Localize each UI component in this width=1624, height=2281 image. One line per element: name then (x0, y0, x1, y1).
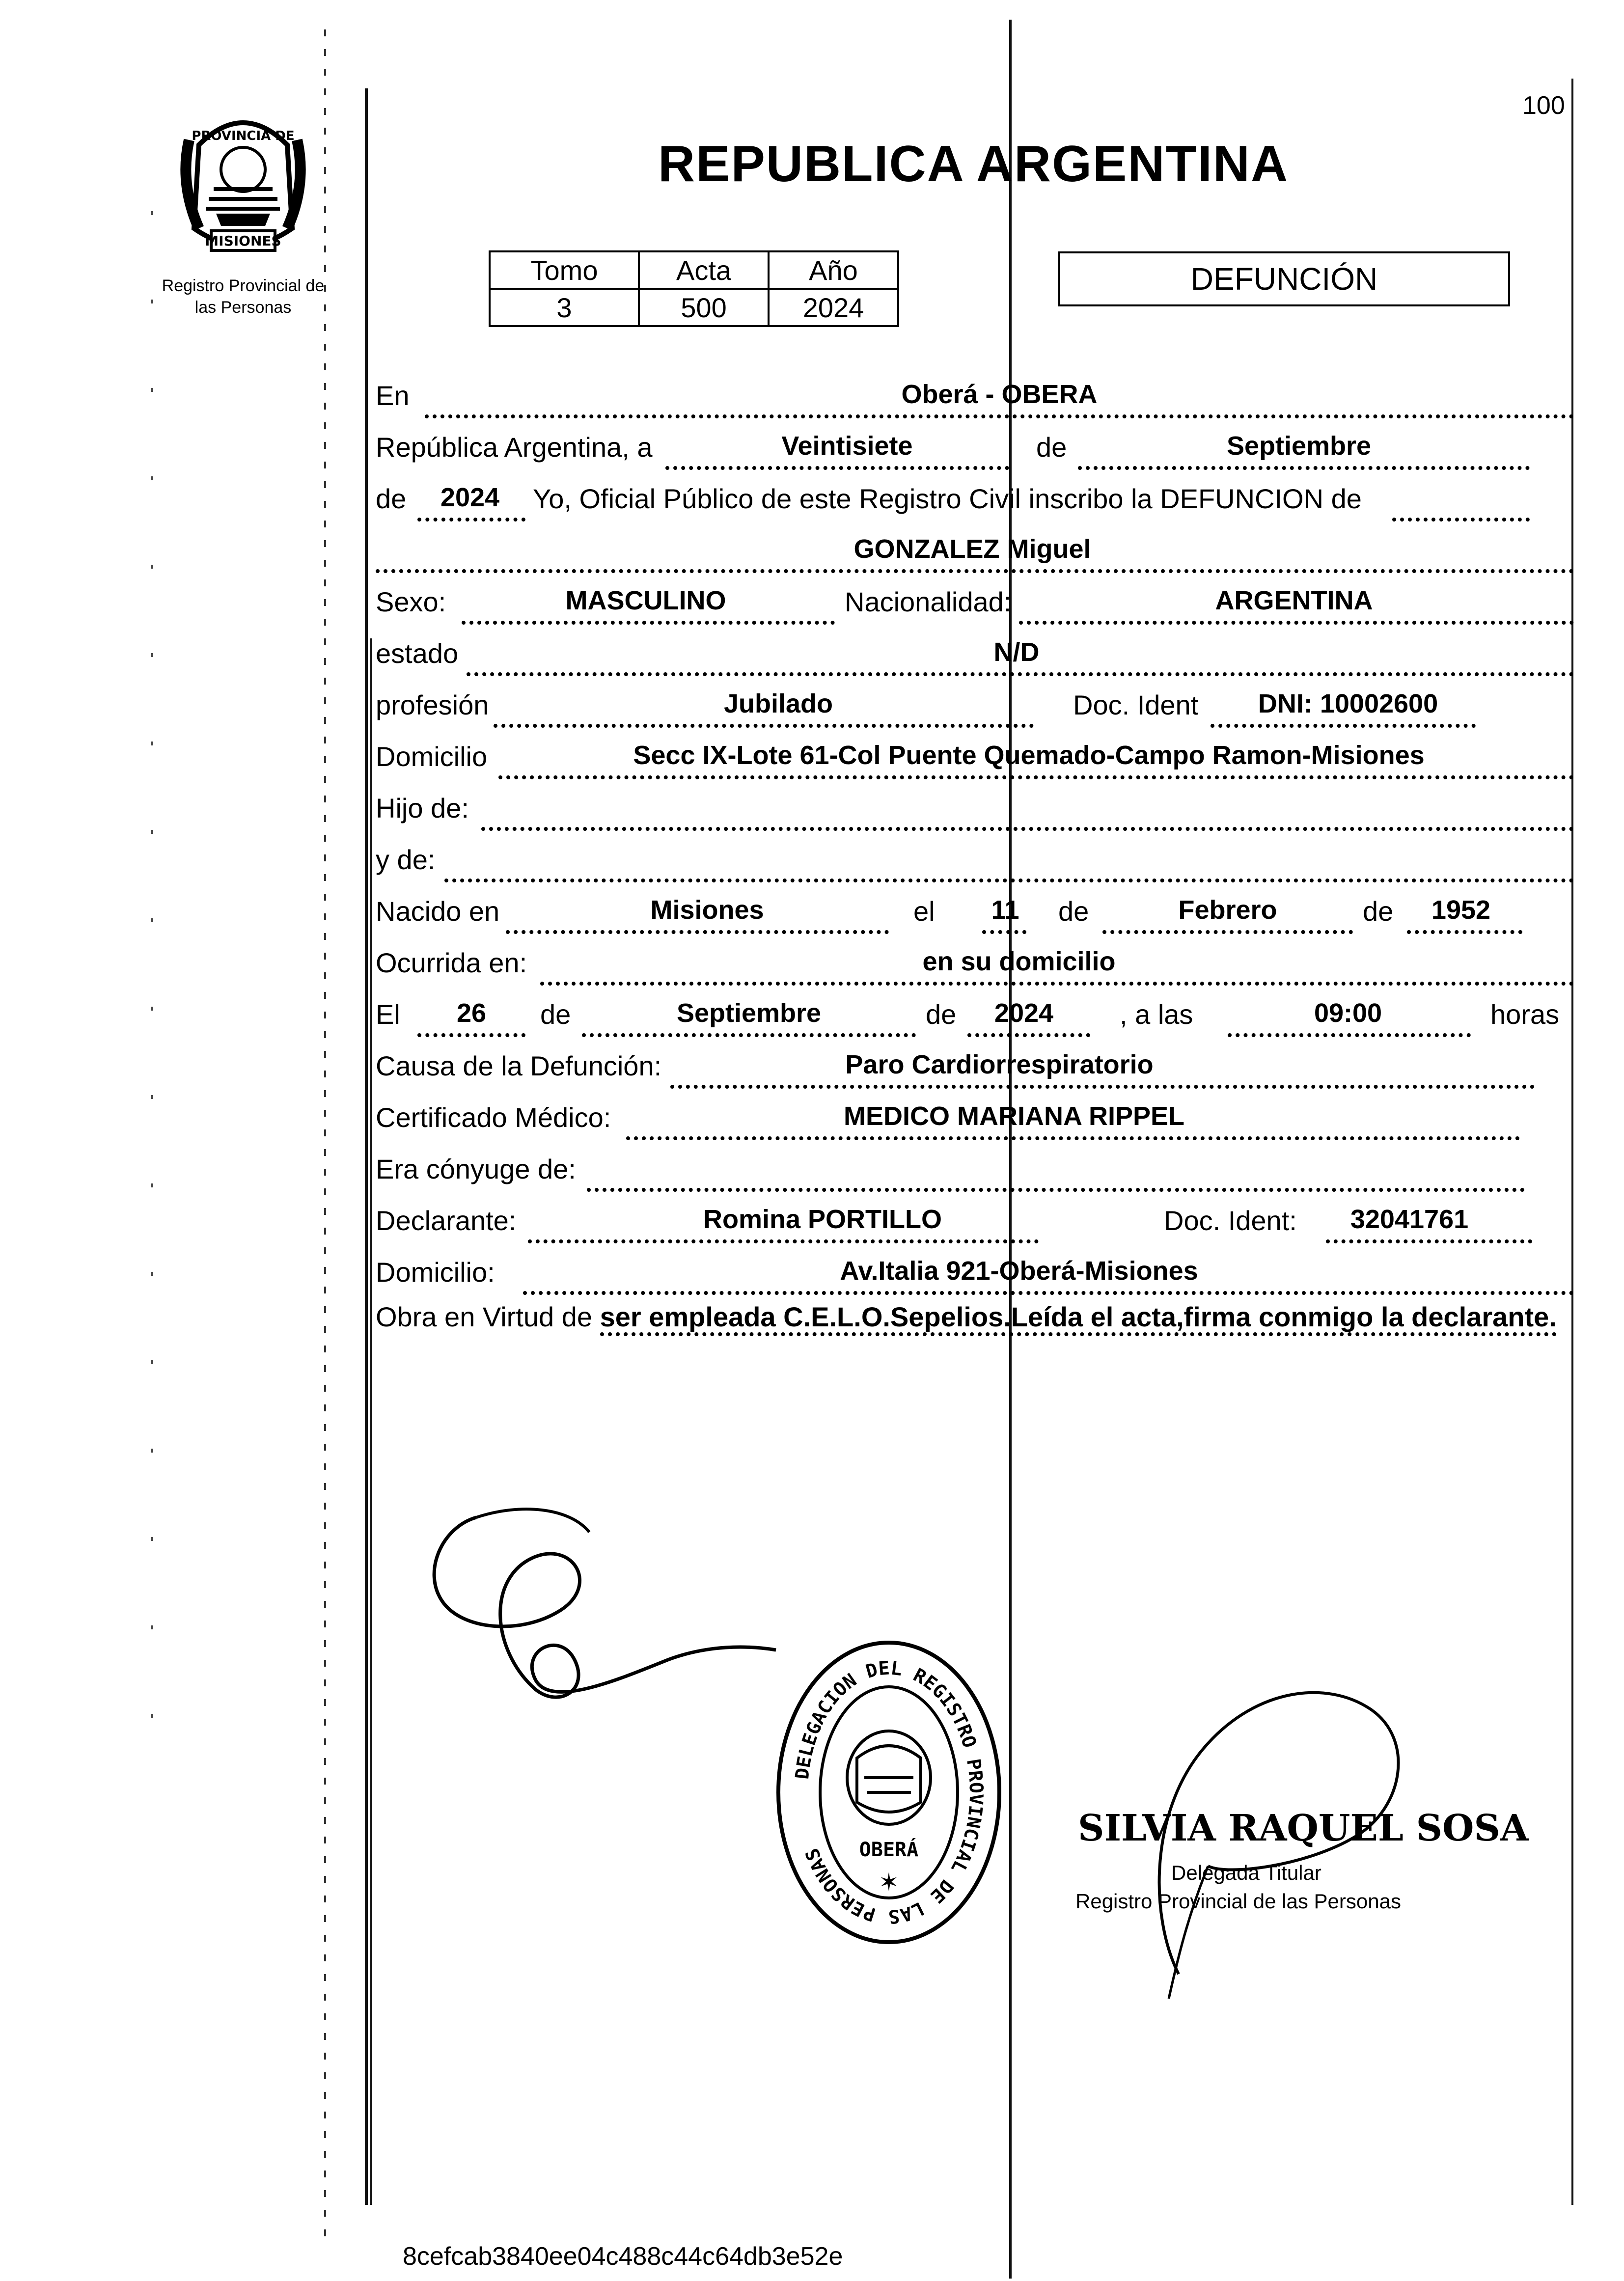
value-declarante: Romina PORTILLO (703, 1205, 942, 1234)
tomo-header: Tomo (490, 251, 639, 289)
row-en (376, 373, 1574, 422)
perforation-line-2 (151, 211, 153, 1783)
signer-organization: Registro Provincial de las Personas (1075, 1890, 1401, 1913)
row-sexo (376, 579, 1574, 629)
tomo-value: 3 (490, 289, 639, 326)
label-de-2: de (376, 483, 407, 514)
label-estado: estado (376, 638, 459, 669)
value-certificado: MEDICO MARIANA RIPPEL (843, 1101, 1185, 1131)
row-ocurrida (376, 940, 1574, 989)
label-doc-ident-2: Doc. Ident: (1164, 1205, 1297, 1236)
row-profesion (376, 683, 1574, 732)
value-def-mes: Septiembre (676, 998, 822, 1028)
value-declarante-doc: 32041761 (1350, 1205, 1469, 1234)
label-hijo-de: Hijo de: (376, 793, 469, 824)
label-declarante: Declarante: (376, 1205, 517, 1236)
label-y-de: y de: (376, 844, 436, 875)
page-number: 100 (1522, 91, 1565, 120)
stamp-center-text: OBERÁ (859, 1839, 919, 1861)
row-nombre (376, 528, 1574, 577)
row-estado (376, 631, 1574, 680)
perforation-line (324, 29, 326, 2239)
value-nac-mes: Febrero (1178, 895, 1277, 925)
value-ocurrida-en: en su domicilio (922, 947, 1116, 976)
label-republica: República Argentina, a (376, 432, 653, 463)
label-certificado: Certificado Médico: (376, 1102, 611, 1133)
acta-value: 500 (639, 289, 769, 326)
signature-scribble-left (413, 1503, 786, 1729)
label-yo-oficial: Yo, Oficial Público de este Registro Civil inscribo la DEFUNCION de (533, 483, 1362, 514)
value-hora: 09:00 (1314, 998, 1382, 1028)
row-certificado (376, 1095, 1574, 1144)
label-a-las: , a las (1120, 999, 1193, 1030)
row-causa (376, 1044, 1574, 1093)
row-declarante (376, 1198, 1574, 1247)
label-nacionalidad: Nacionalidad: (845, 586, 1012, 617)
field-conyuge (587, 1154, 1525, 1192)
row-domicilio-declarante (376, 1250, 1574, 1299)
value-obra-texto: ser empleada C.E.L.O.Sepelios.Leída el acta,firma conmigo la declarante. (600, 1301, 1557, 1336)
doc-type-box: DEFUNCIÓN (1058, 251, 1510, 306)
label-sexo: Sexo: (376, 586, 446, 617)
left-margin-line (365, 88, 368, 2205)
stamp-star-icon: ✶ (879, 1868, 899, 1896)
row-anio (376, 476, 1574, 525)
obra-en-virtud-paragraph (376, 1300, 1574, 1334)
value-domicilio: Secc IX-Lote 61-Col Puente Quemado-Campo Ramon-Misiones (633, 741, 1425, 770)
value-def-anio: 2024 (994, 998, 1054, 1028)
field-hijo-de (481, 793, 1574, 831)
label-el-2: El (376, 999, 400, 1030)
label-profesion: profesión (376, 689, 489, 720)
value-nacionalidad: ARGENTINA (1215, 586, 1373, 615)
tomo-acta-anio-table (489, 250, 899, 327)
label-nacido-en: Nacido en (376, 896, 500, 927)
label-domicilio: Domicilio (376, 741, 488, 772)
label-conyuge: Era cónyuge de: (376, 1154, 576, 1184)
logo-text-bottom: MISIONES (205, 233, 281, 249)
label-el: el (913, 896, 935, 927)
value-causa: Paro Cardiorrespiratorio (845, 1050, 1154, 1079)
row-domicilio (376, 734, 1574, 783)
value-nacido-en: Misiones (650, 895, 764, 925)
label-doc-ident: Doc. Ident (1073, 689, 1199, 720)
field-y-de (444, 844, 1574, 882)
label-ocurrida-en: Ocurrida en: (376, 947, 527, 978)
row-y-de (376, 837, 1574, 886)
label-obra-en-virtud: Obra en Virtud de (376, 1301, 593, 1332)
value-profesion: Jubilado (723, 689, 833, 718)
label-domicilio-2: Domicilio: (376, 1257, 495, 1288)
signer-role: Delegada Titular (1171, 1861, 1321, 1884)
stamp-ring-text: DELEGACION DEL REGISTRO PROVINCIAL DE LAS PERSONAS (791, 1657, 988, 1928)
footer-hash: 8cefcab3840ee04c488c44c64db3e52e (403, 2242, 843, 2271)
value-lugar: Oberá - OBERA (901, 380, 1098, 409)
acta-header: Acta (639, 251, 769, 289)
label-de: de (1036, 432, 1067, 463)
value-sexo: MASCULINO (565, 586, 726, 615)
value-declarante-domicilio: Av.Italia 921-Oberá-Misiones (840, 1256, 1198, 1286)
field-defuncion-de (1392, 483, 1530, 522)
provincia-misiones-logo (169, 106, 317, 263)
value-def-dia: 26 (456, 998, 487, 1028)
signer-name: SILVIA RAQUEL SOSA (1078, 1807, 1529, 1849)
logo-text-top: PROVINCIA DE (192, 129, 295, 143)
registro-label: Registro Provincial de las Personas (162, 276, 325, 317)
row-nacido (376, 889, 1574, 938)
value-mes: Septiembre (1226, 431, 1372, 461)
label-de-nac-mes: de (1058, 896, 1089, 927)
label-de-def-mes: de (540, 999, 571, 1030)
label-causa: Causa de la Defunción: (376, 1050, 662, 1081)
anio-header: Año (769, 251, 898, 289)
delegacion-stamp (773, 1635, 1004, 1950)
left-margin-line-2 (370, 638, 372, 2205)
value-nac-dia: 11 (991, 895, 1019, 925)
label-de-def-anio: de (926, 999, 957, 1030)
value-nombre: GONZALEZ Miguel (853, 534, 1091, 564)
label-horas: horas (1490, 999, 1560, 1030)
anio-value: 2024 (769, 289, 898, 326)
value-anio: 2024 (440, 483, 500, 512)
row-fecha-defuncion (376, 992, 1574, 1041)
label-de-nac-anio: de (1363, 896, 1394, 927)
value-estado: N/D (993, 637, 1040, 667)
label-en: En (376, 380, 410, 411)
value-nac-anio: 1952 (1431, 895, 1491, 925)
row-conyuge (376, 1147, 1574, 1196)
row-hijo-de (376, 786, 1574, 835)
value-dni: DNI: 10002600 (1258, 689, 1438, 718)
value-dia: Veintisiete (781, 431, 913, 461)
page-title: REPUBLICA ARGENTINA (658, 136, 1289, 192)
row-fecha (376, 425, 1574, 474)
